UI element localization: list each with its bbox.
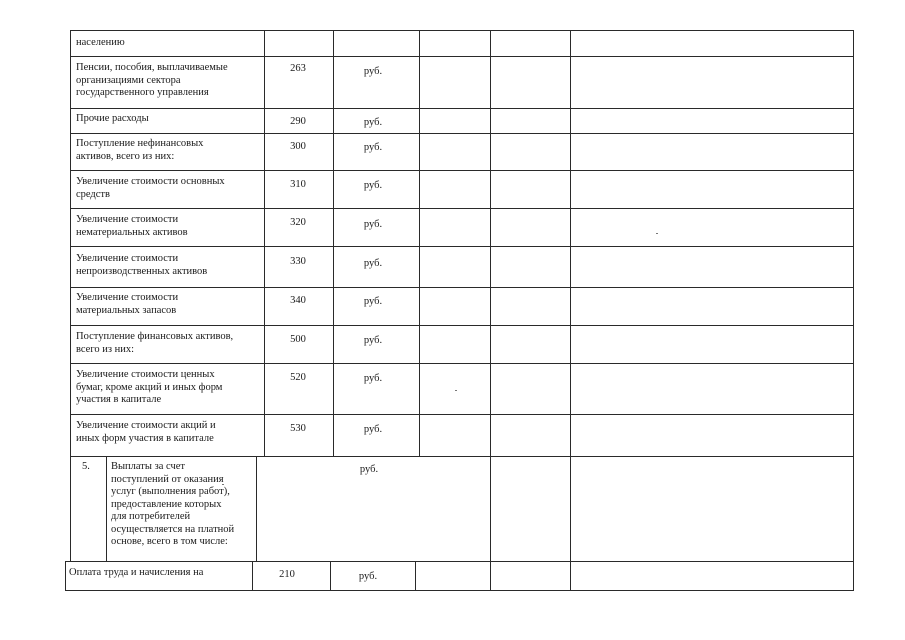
- row-code: 340: [290, 295, 306, 306]
- row-divider: [70, 108, 854, 109]
- column-divider: [490, 561, 491, 591]
- row-code: 300: [290, 141, 306, 152]
- row-divider: [70, 208, 854, 209]
- row-unit: руб.: [363, 66, 383, 77]
- column-divider: [853, 561, 854, 591]
- column-divider: [490, 30, 491, 561]
- row-name: Увеличение стоимости непроизводственных активов: [76, 253, 208, 277]
- row-name: Прочие расходы: [76, 113, 149, 124]
- row-divider: [70, 287, 854, 288]
- row-number: 5.: [82, 461, 90, 472]
- row-unit: руб.: [363, 373, 383, 384]
- row-code: 210: [279, 569, 295, 580]
- row-code: 520: [290, 372, 306, 383]
- row-code: 530: [290, 423, 306, 434]
- row-name: Увеличение стоимости ценных бумаг, кроме акций и иных форм участия в капитале: [76, 369, 223, 405]
- row-unit: руб.: [363, 258, 383, 269]
- column-divider: [333, 30, 334, 456]
- row-code: 330: [290, 256, 306, 267]
- column-divider: [252, 561, 253, 591]
- row-divider: [70, 56, 854, 57]
- row-name: Пенсии, пособия, выплачиваемые организациями сектора государственного управления: [76, 62, 228, 98]
- row-code: 263: [290, 63, 306, 74]
- row-name: населению: [76, 37, 125, 48]
- row-name: Увеличение стоимости нематериальных активов: [76, 214, 188, 238]
- row-divider: [65, 561, 854, 562]
- row-divider: [70, 414, 854, 415]
- column-divider: [256, 456, 257, 561]
- row-code: 290: [290, 116, 306, 127]
- scan-speck: [222, 484, 224, 485]
- row-name: Увеличение стоимости акций и иных форм участия в капитале: [76, 420, 216, 444]
- row-code: 500: [290, 334, 306, 345]
- row-unit: руб.: [363, 296, 383, 307]
- row-divider: [70, 170, 854, 171]
- row-divider: [70, 30, 854, 31]
- row-name: Поступление нефинансовых активов, всего из них:: [76, 138, 204, 162]
- row-divider: [70, 325, 854, 326]
- row-name: Поступление финансовых активов, всего из них:: [76, 331, 234, 355]
- column-divider: [570, 30, 571, 561]
- column-divider: [415, 561, 416, 591]
- row-name: Увеличение стоимости материальных запасов: [76, 292, 179, 316]
- row-unit: руб.: [363, 335, 383, 346]
- row-unit: руб.: [363, 142, 383, 153]
- column-divider: [853, 30, 854, 561]
- column-divider: [65, 561, 66, 591]
- row-code: 310: [290, 179, 306, 190]
- row-divider: [70, 363, 854, 364]
- row-unit: руб.: [359, 464, 379, 475]
- column-divider: [264, 30, 265, 456]
- row-unit: руб.: [363, 180, 383, 191]
- row-divider: [70, 456, 854, 457]
- column-divider: [330, 561, 331, 591]
- row-divider: [70, 246, 854, 247]
- row-unit: руб.: [363, 219, 383, 230]
- scan-speck: [455, 390, 457, 391]
- row-divider: [70, 133, 854, 134]
- column-divider: [70, 30, 71, 561]
- row-unit: руб.: [358, 571, 378, 582]
- row-code: 320: [290, 217, 306, 228]
- row-unit: руб.: [363, 424, 383, 435]
- row-divider: [65, 590, 854, 591]
- column-divider: [106, 456, 107, 561]
- scan-speck: [656, 233, 658, 234]
- column-divider: [570, 561, 571, 591]
- row-name: Оплата труда и начисления на: [69, 567, 204, 578]
- row-name: Выплаты за счет поступлений от оказания услуг (выполнения работ), предоставление которых для потребителей осуществляется на платной основе, всего в том числе:: [111, 461, 235, 547]
- row-unit: руб.: [363, 117, 383, 128]
- row-name: Увеличение стоимости основных средств: [76, 176, 225, 200]
- column-divider: [419, 30, 420, 456]
